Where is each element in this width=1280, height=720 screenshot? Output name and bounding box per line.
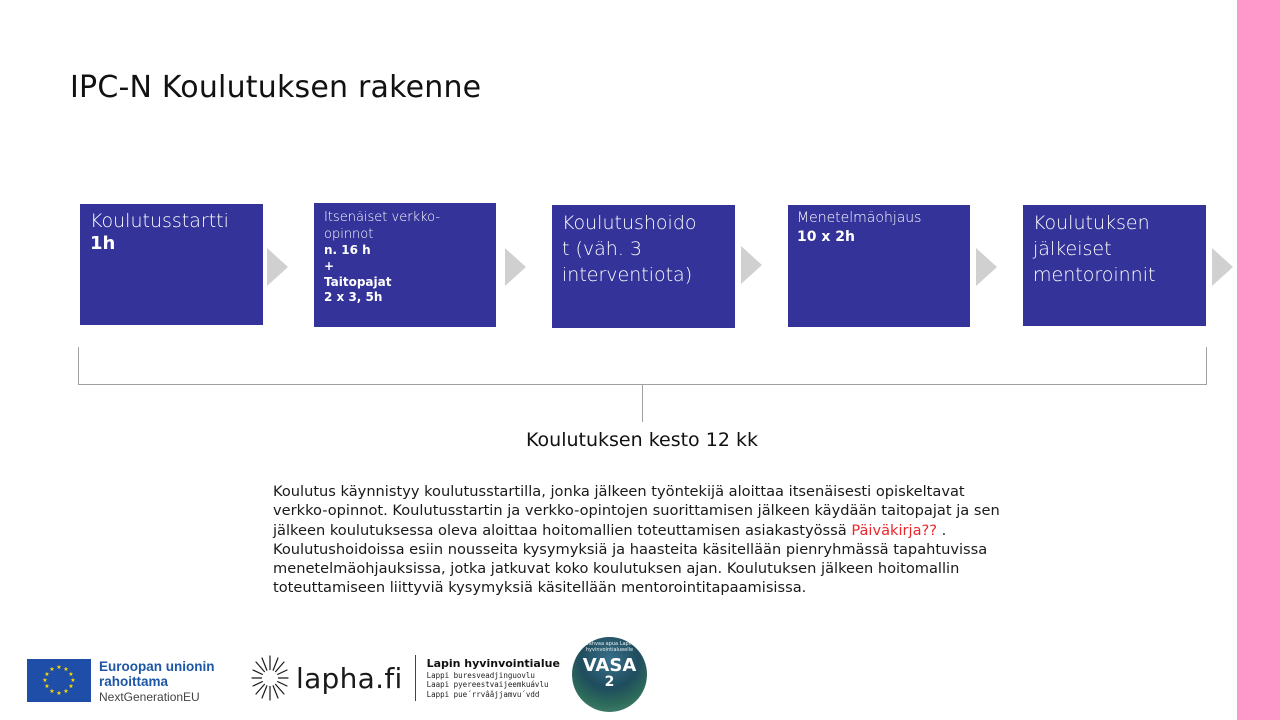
step-detail-taitopajat-hours: 2 x 3, 5h (324, 290, 383, 305)
step-box-koulutushoidot (552, 205, 735, 328)
vasa-arc-text: Vahvaa apua Lapin hyvinvointialueelle (585, 641, 634, 653)
lapha-sub2: Laapi pyereestvaijeemkuávlu (426, 680, 549, 690)
step-detail: 1h (90, 232, 116, 254)
lapha-logo (250, 653, 560, 703)
arrow-right-icon (976, 248, 997, 286)
step-label-line2: opinnot (324, 227, 374, 242)
vasa-logo (572, 637, 647, 712)
eu-text-line2: rahoittama (99, 674, 169, 689)
step-label-line2: t (väh. 3 (562, 238, 642, 260)
step-label-line3: interventiota) (562, 264, 693, 286)
arrow-right-icon (267, 248, 288, 286)
slide-title: IPC-N Koulutuksen rakenne (70, 70, 482, 105)
lapha-sub3: Lappi pue´rrvââjjamvu´vdd (426, 689, 540, 699)
bracket-left (78, 347, 79, 385)
arrow-right-icon (1212, 248, 1233, 286)
vasa-number: 2 (604, 674, 615, 690)
lapha-heading: Lapin hyvinvointialue (426, 656, 560, 670)
bracket-right (1206, 347, 1207, 385)
eu-text-line3: NextGenerationEU (99, 690, 200, 704)
arrow-right-icon (505, 248, 526, 286)
step-label-line1: Itsenäiset verkko- (324, 210, 441, 225)
eu-flag-icon: ★ ★ ★ ★ ★ ★ ★ ★ ★ ★ ★ ★ (27, 659, 91, 702)
step-box-mentoroinnit (1023, 205, 1206, 326)
description-part2: . Koulutushoidoissa esiin nousseita kysymyksiä ja haasteita käsitellään pienryhmässä tapahtuvissa menetelmäohjauksissa, jotka jatkuvat koko koulutuksen ajan. Koulutuksen jälkeen hoitomallin toteuttamiseen liittyviä kysymyksiä käsitellään mentorointitapaamisissa. (273, 521, 988, 597)
lapha-name: lapha.fi (296, 661, 403, 695)
eu-text-line1: Euroopan unionin (99, 659, 215, 674)
description-text (273, 482, 1013, 598)
step-detail-plus: + (324, 258, 335, 273)
vasa-title: VASA (582, 655, 637, 676)
step-box-verkko-opinnot (314, 203, 496, 327)
step-detail-hours: n. 16 h (324, 243, 371, 257)
step-label-line1: Koulutuksen (1033, 212, 1150, 234)
step-box-menetelmaohjaus (788, 205, 970, 327)
description-part1: Koulutus käynnistyy koulutusstartilla, jonka jälkeen työntekijä aloittaa itsenäisesti opiskeltavat verkko-opinnot. Koulutusstartin ja verkko-opintojen suorittamisen jälkeen käydään taitopajat ja sen jälkeen koulutuksessa oleva aloittaa hoitomallien toteuttamisen asiakastyössä (273, 483, 1000, 539)
duration-label: Koulutuksen kesto 12 kk (526, 429, 758, 451)
lapha-divider (415, 655, 416, 701)
sun-rays-icon (250, 653, 290, 703)
step-label-line1: Koulutushoido (562, 212, 697, 234)
step-detail-taitopajat: Taitopajat (324, 274, 392, 289)
step-box-koulutusstartti (80, 204, 263, 325)
lapha-sub1: Lappi buresveadjinguovlu (426, 670, 535, 680)
step-label-line3: mentoroinnit (1033, 264, 1156, 286)
step-label: Menetelmäohjaus (797, 210, 922, 226)
description-highlight: Päiväkirja?? (851, 521, 938, 539)
arrow-right-icon (741, 246, 762, 284)
eu-funding-logo (27, 659, 214, 705)
step-detail: 10 x 2h (797, 229, 855, 245)
side-accent-bar (1237, 0, 1280, 720)
step-label: Koulutusstartti (90, 210, 229, 232)
bracket-stem (642, 384, 643, 422)
step-label-line2: jälkeiset (1033, 238, 1112, 260)
